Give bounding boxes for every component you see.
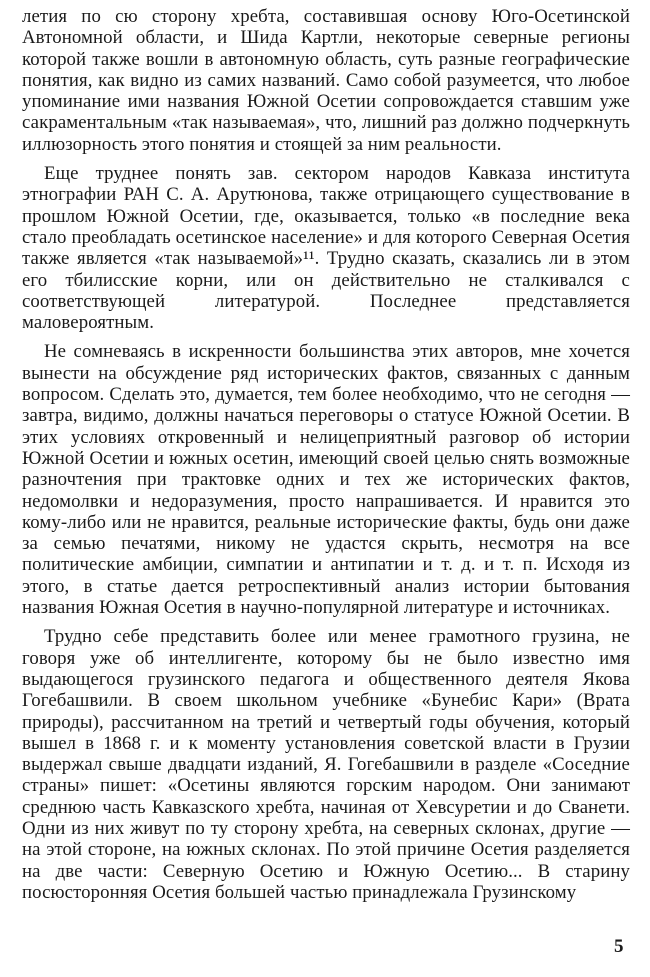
paragraph-3: Не сомневаясь в искренности большинства этих авторов, мне хочется вынести на обсуждение ряд исторических фактов, связанных с данным вопросом. Сделать это, думается, тем более необходимо, что не сегодня — завтра, видимо, должны начаться переговоры о статусе Южной Осетии. В этих условиях откровенный и нелицеприятный разговор об истории Южной Осетии и южных осетин, имеющий своей целью снять возможные разночтения при трактовке одних и тех же исторических фактов, недомолвки и недоразумения, просто напрашивается. И нравится это кому-либо или не нравится, реальные исторические факты, будь они даже за семью печатями, никому не удастся скрыть, несмотря на все политические амбиции, симпатии и антипатии и т. д. и т. п. Исходя из этого, в статье дается ретроспективный анализ истории бытования названия Южная Осетия в научно-популярной литературе и источниках.: [22, 341, 630, 619]
document-page: [22, 6, 630, 903]
paragraph-1: летия по сю сторону хребта, составившая основу Юго-Осетинской Автономной области, и Шида Картли, некоторые северные регионы которой также вошли в автономную область, суть разные географические понятия, как видно из самих названий. Само собой разумеется, что любое упоминание ими названия Южной Осетии сопровождается ставшим уже сакраментальным «так называемая», что, лишний раз должно подчеркнуть иллюзорность этого понятия и стоящей за ним реальности.: [22, 6, 630, 155]
paragraph-2: Еще труднее понять зав. сектором народов Кавказа института этнографии РАН С. А. Арутюнова, также отрицающего существование в прошлом Южной Осетии, где, оказывается, только «в последние века стало преобладать осетинское население» и для которого Северная Осетия также является «так называемой»¹¹. Трудно сказать, сказались ли в этом его тбилисские корни, или он действительно не сталкивался с соответствующей литературой. Последнее представляется маловероятным.: [22, 163, 630, 334]
page-number: 5: [614, 936, 624, 957]
paragraph-4: Трудно себе представить более или менее грамотного грузина, не говоря уже об интеллигенте, которому бы не было известно имя выдающегося грузинского педагога и общественного деятеля Якова Гогебашвили. В своем школьном учебнике «Бунебис Кари» (Врата природы), рассчитанном на третий и четвертый годы обучения, который вышел в 1868 г. и к моменту установления советской власти в Грузии выдержал свыше двадцати изданий, Я. Гогебашвили в разделе «Соседние страны» пишет: «Осетины являются горским народом. Они занимают среднюю часть Кавказского хребта, начиная от Хевсуретии и до Сванети. Одни из них живут по ту сторону хребта, на северных склонах, другие — на этой стороне, на южных склонах. По этой причине Осетия разделяется на две части: Северную Осетию и Южную Осетию... В старину посюсторонняя Осетия большей частью принадлежала Грузинскому: [22, 626, 630, 903]
